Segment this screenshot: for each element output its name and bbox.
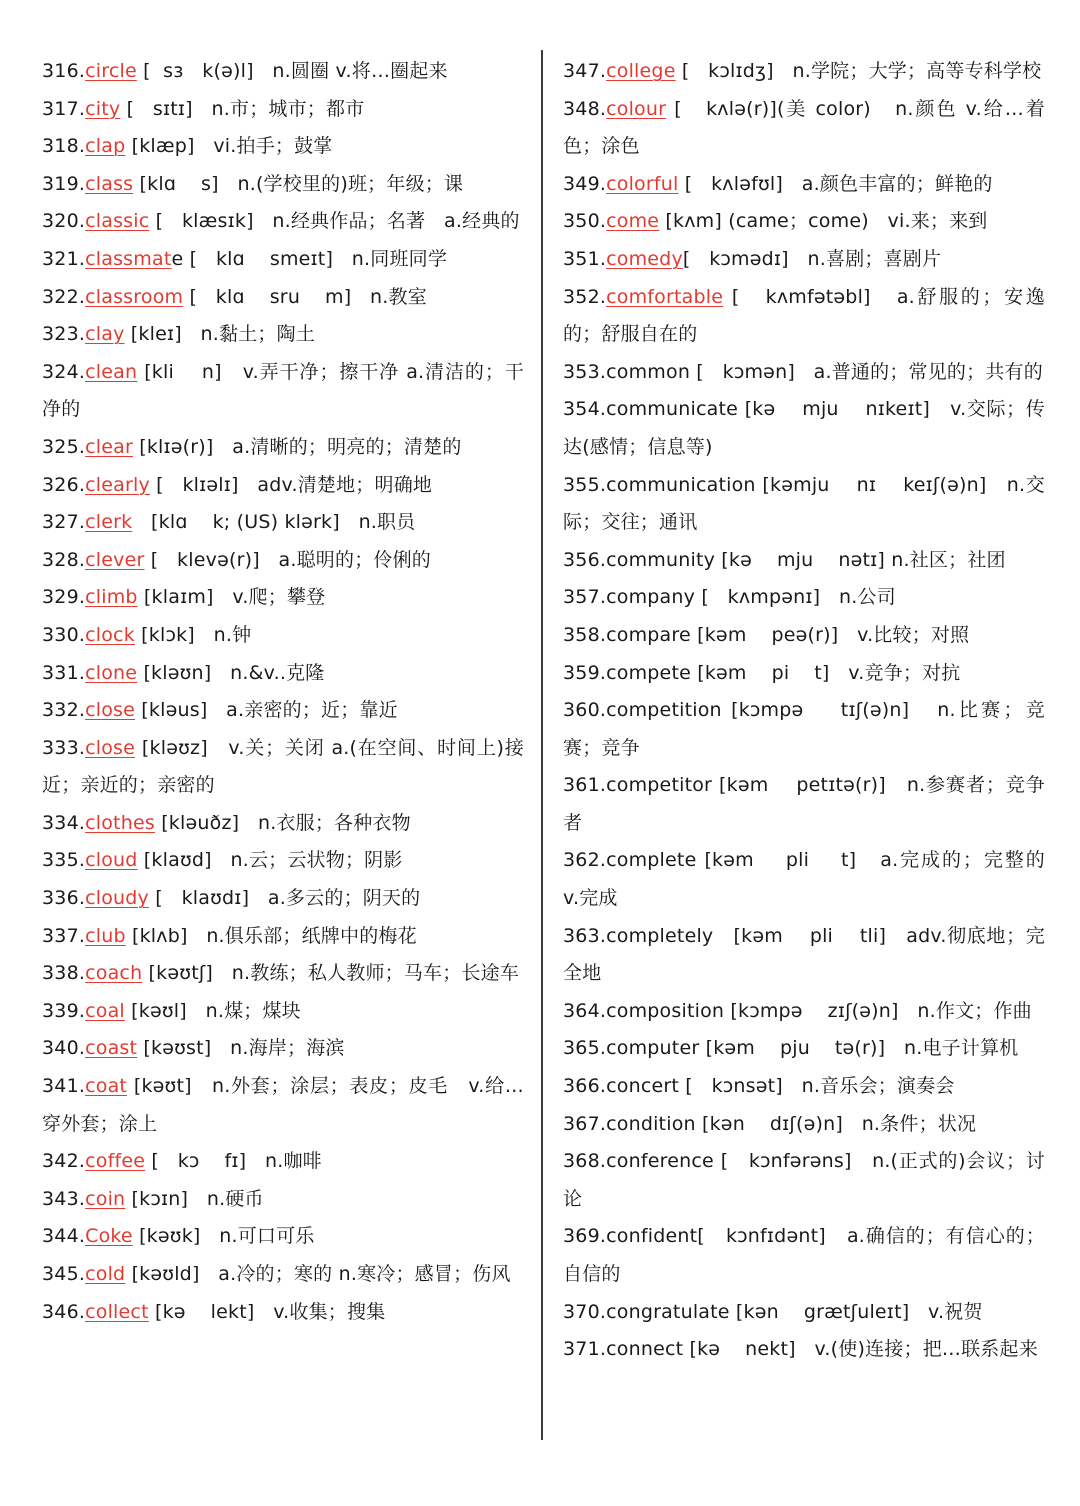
entry-word: coast [85,1037,138,1060]
entry-definition: [kli n] v.弄干净；擦干净 a.清洁的；干净的 [42,360,524,421]
entry-definition: computer [kəm pju tə(r)] n.电子计算机 [606,1037,1019,1060]
entry-definition: completely [kəm pli tli] adv.彻底地；完全地 [563,924,1045,985]
entry-number: 362. [563,849,607,872]
entry-definition: communicate [kə mju nɪkeɪt] v.交际；传达(感情；信息等) [563,398,1045,458]
entry-number: 341. [42,1075,86,1098]
entry-definition: connect [kə nekt] v.(使)连接；把…联系起来 [606,1338,1038,1361]
entry-definition: [ kʌləfʊl] a.颜色丰富的；鲜艳的 [678,172,993,195]
entry-number: 363. [563,924,607,947]
entry-word: coffee [85,1150,146,1173]
entry-definition: [kləʊn] n.&v..克隆 [137,661,325,684]
entry-number: 327. [42,511,86,534]
entry-word: cold [85,1263,126,1285]
entry-number: 338. [42,962,86,985]
vocab-entry [42,1294,524,1332]
vocab-entry [563,993,1045,1031]
vocab-entry [42,1181,524,1219]
entry-number: 320. [42,210,86,233]
entry-number: 354. [563,398,607,421]
vocab-entry [42,128,524,166]
entry-word: cloudy [85,887,150,910]
entry-definition: [kləus] a.亲密的；近；靠近 [135,699,398,722]
entry-word: circle [85,60,137,82]
entry-number: 322. [42,285,86,308]
entry-word: clearly [85,473,150,496]
entry-word: club [85,924,126,947]
entry-definition: [kəʊld] a.冷的；寒的 n.寒冷；感冒；伤风 [125,1263,511,1285]
vocab-entry [563,1106,1045,1144]
vocab-entry [42,316,524,354]
vocab-entry [563,91,1045,166]
entry-word: coal [85,999,125,1022]
entry-word: clock [85,623,135,646]
vocab-entry [563,203,1045,241]
entry-definition: [kəʊtʃ] n.教练；私人教师；马车；长途车 [142,962,520,985]
vocab-entry [42,579,524,617]
entry-definition: [kəʊk] n.可口可乐 [132,1225,315,1248]
entry-word: climb [85,586,138,609]
left-column [42,53,524,1331]
entry-number: 319. [42,172,86,195]
entry-word: classroom [85,285,184,308]
entry-definition: [kləuðz] n.衣服；各种衣物 [154,811,411,834]
entry-number: 359. [563,661,607,684]
entry-number: 370. [563,1300,607,1323]
entry-word: colorful [606,172,679,195]
vocab-entry [42,993,524,1031]
entry-number: 357. [563,586,607,609]
vocab-entry [563,542,1045,580]
entry-definition: concert [ kɔnsət] n.音乐会；演奏会 [606,1075,955,1098]
entry-number: 371. [563,1338,607,1361]
vocab-entry [42,692,524,730]
vocab-entry [42,730,524,805]
vocab-entry [42,655,524,693]
entry-number: 328. [42,548,86,571]
entry-number: 324. [42,360,86,383]
entry-definition: [ kɔlɪdʒ] n.学院；大学；高等专科学校 [675,60,1042,82]
entry-word: cloud [85,849,138,872]
entry-number: 350. [563,210,607,233]
vocab-entry [563,391,1045,466]
vocab-entry [42,805,524,843]
vocab-entry [42,542,524,580]
entry-number: 334. [42,811,86,834]
vocab-entry [42,241,524,279]
entry-number: 333. [42,736,86,759]
entry-number: 318. [42,135,86,158]
vocab-entry [563,692,1045,767]
entry-definition: [ klaʊdɪ] a.多云的；阴天的 [149,887,421,910]
entry-definition: communication [kəmju nɪ keɪʃ(ə)n] n.交际；交往；通讯 [563,473,1045,534]
entry-number: 347. [563,60,607,82]
entry-definition: [klaʊd] n.云；云状物；阴影 [137,849,403,872]
vocab-entry [563,1068,1045,1106]
entry-word: close [85,699,136,722]
entry-number: 356. [563,548,607,571]
entry-word: clerk [85,511,133,534]
entry-number: 336. [42,887,86,910]
vocab-entry [563,241,1045,279]
vocab-entry [42,354,524,429]
vocab-entry [563,842,1064,917]
entry-word: close [85,736,136,759]
vocab-entry [563,467,1045,542]
vocab-entry [563,1030,1045,1068]
vocab-entry [42,955,524,993]
entry-definition: [ klɑ sru m] n.教室 [183,285,427,308]
vocab-entry [563,767,1045,842]
entry-number: 366. [563,1075,607,1098]
column-divider [541,50,543,1440]
entry-number: 335. [42,849,86,872]
entry-definition: [kəʊt] n.外套；涂层；表皮；皮毛 v.给…穿外套；涂上 [42,1075,524,1135]
entry-number: 344. [42,1225,86,1248]
entry-number: 365. [563,1037,607,1060]
vocab-entry [42,166,524,204]
entry-definition: [klɑ s] n.(学校里的)班；年级；课 [133,172,464,195]
vocab-entry [42,1143,524,1181]
entry-number: 332. [42,699,86,722]
vocab-entry [42,279,524,317]
entry-number: 361. [563,774,607,797]
entry-word: class [85,172,134,195]
entry-definition: conference [ kɔnfərəns] n.(正式的)会议；讨论 [563,1150,1045,1210]
entry-number: 317. [42,97,86,120]
entry-definition: competitor [kəm petɪtə(r)] n.参赛者；竞争者 [563,774,1045,834]
entry-number: 348. [563,97,607,120]
vocab-entry [563,53,1045,91]
vocab-entry [42,53,524,91]
entry-word: classmat [85,247,172,270]
vocab-entry [42,91,524,129]
entry-definition: composition [kɔmpə zɪʃ(ə)n] n.作文；作曲 [606,999,1032,1022]
entry-definition: [kləʊz] v.关；关闭 a.(在空间、时间上)接近；亲近的；亲密的 [42,736,524,797]
entry-definition: [klʌb] n.俱乐部；纸牌中的梅花 [125,924,417,947]
entry-word: colour [606,97,667,120]
entry-number: 339. [42,999,86,1022]
entry-definition: complete [kəm pli t] a.完成的；完整的 v.完成 [563,849,1064,910]
entry-number: 316. [42,60,86,82]
entry-number: 321. [42,247,86,270]
entry-definition: [kəʊl] n.煤；煤块 [124,999,301,1022]
entry-word: clean [85,360,138,383]
entry-word: Coke [85,1225,133,1248]
entry-word: clay [85,323,125,346]
entry-number: 351. [563,247,607,270]
entry-number: 364. [563,999,607,1022]
entry-definition: compete [kəm pi t] v.竞争；对抗 [606,661,961,684]
entry-number: 353. [563,360,607,383]
vocab-entry [42,1068,524,1143]
entry-definition: e [ klɑ smeɪt] n.同班同学 [171,247,448,270]
entry-word: collect [85,1300,149,1323]
entry-definition: [ kʌmfətəbl] a.舒服的；安逸的；舒服自在的 [563,285,1045,346]
entry-number: 323. [42,323,86,346]
entry-definition: community [kə mju nətɪ] n.社区；社团 [606,548,1006,571]
vocab-entry [42,467,524,505]
vocab-entry [42,1030,524,1068]
entry-definition: confident[ kɔnfɪdənt] a.确信的；有信心的；自信的 [563,1225,1045,1285]
vocab-entry [563,1218,1045,1293]
entry-number: 330. [42,623,86,646]
vocab-entry [42,918,524,956]
vocab-entry [42,842,524,880]
entry-definition: [klaɪm] v.爬；攀登 [137,586,326,609]
entry-number: 352. [563,285,607,308]
vocab-entry [42,504,524,542]
entry-number: 329. [42,586,86,609]
vocab-entry [42,617,524,655]
vocab-entry [563,354,1045,392]
entry-definition: [klɑ k; (US) klərk] n.职员 [132,511,416,534]
vocab-entry [563,166,1045,204]
entry-definition: company [ kʌmpənɪ] n.公司 [606,586,896,609]
entry-definition: [ sɜ k(ə)l] n.圆圈 v.将…圈起来 [136,60,448,82]
entry-definition: [kʌm] (came；come) vi.来；来到 [659,210,988,233]
entry-number: 343. [42,1187,86,1210]
vocab-entry [42,1218,524,1256]
vocab-entry [42,203,524,241]
entry-definition: [kə lekt] v.收集；搜集 [148,1300,386,1323]
entry-number: 337. [42,924,86,947]
entry-number: 368. [563,1150,607,1173]
entry-definition: [klɔk] n.钟 [134,623,252,646]
entry-number: 346. [42,1300,86,1323]
entry-number: 360. [563,699,607,722]
entry-number: 358. [563,623,607,646]
entry-number: 369. [563,1225,607,1248]
entry-word: college [606,60,676,82]
entry-definition: [ klɪəlɪ] adv.清楚地；明确地 [149,473,433,496]
entry-word: comfortable [606,285,724,308]
entry-number: 367. [563,1112,607,1135]
vocab-entry [563,1143,1045,1218]
entry-word: classic [85,210,150,233]
entry-word: city [85,97,121,120]
entry-definition: [ kɔ fɪ] n.咖啡 [145,1150,322,1173]
entry-word: coin [85,1187,126,1210]
vocab-entry [563,1294,1045,1332]
vocab-entry [563,617,1045,655]
entry-definition: [kɔɪn] n.硬币 [125,1187,264,1210]
entry-number: 340. [42,1037,86,1060]
vocab-entry [42,429,524,467]
entry-definition: [ klevə(r)] a.聪明的；伶俐的 [144,548,432,571]
entry-definition: congratulate [kən grætʃuleɪt] v.祝贺 [606,1300,983,1323]
entry-definition: [ klæsɪk] n.经典作品；名著 a.经典的 [149,210,520,233]
vocab-entry [563,579,1045,617]
vocab-entry [563,1331,1045,1369]
entry-word: clear [85,435,133,458]
entry-word: clever [85,548,145,571]
entry-definition: compare [kəm peə(r)] v.比较；对照 [606,623,970,646]
vocab-entry [42,880,524,918]
entry-word: clothes [85,811,155,834]
entry-definition: [kəʊst] n.海岸；海滨 [137,1037,345,1060]
entry-word: come [606,210,660,233]
entry-definition: [ kʌlə(r)](美 color) n.颜色 v.给…着色；涂色 [563,97,1045,158]
entry-definition: [ sɪtɪ] n.市；城市；都市 [120,97,365,120]
entry-word: clone [85,661,138,684]
entry-definition: common [ kɔmən] a.普通的；常见的；共有的 [606,360,1043,383]
vocab-entry [563,655,1045,693]
entry-definition: [klɪə(r)] a.清晰的；明亮的；清楚的 [132,435,462,458]
entry-definition: competition [kɔmpə tɪʃ(ə)n] n.比赛；竞赛；竞争 [563,699,1045,759]
vocab-entry [563,279,1045,354]
entry-number: 326. [42,473,86,496]
entry-number: 355. [563,473,607,496]
entry-definition: [ kɔmədɪ] n.喜剧；喜剧片 [682,247,942,270]
entry-word: coach [85,962,143,985]
entry-number: 342. [42,1150,86,1173]
entry-number: 325. [42,435,86,458]
entry-definition: [klæp] vi.拍手；鼓掌 [125,135,333,158]
entry-definition: [kleɪ] n.黏土；陶土 [124,323,316,346]
entry-word: coat [85,1075,128,1098]
entry-number: 345. [42,1263,86,1285]
entry-number: 331. [42,661,86,684]
vocab-entry [42,1256,524,1294]
right-column [563,53,1064,1369]
entry-word: comedy [606,247,683,270]
entry-word: clap [85,135,126,158]
entry-number: 349. [563,172,607,195]
entry-definition: condition [kən dɪʃ(ə)n] n.条件；状况 [606,1112,977,1135]
vocab-entry [563,918,1045,993]
